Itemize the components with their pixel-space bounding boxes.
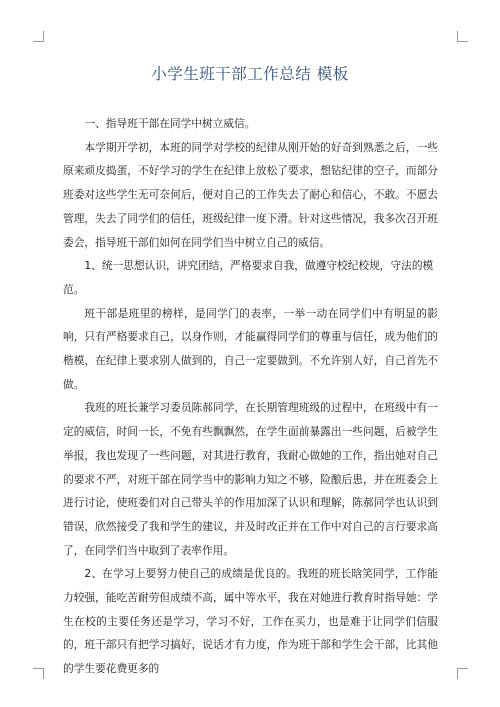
body-paragraph: 我班的班长兼学习委员陈郝同学，在长期管理班级的过程中，在班级中有一定的威信，时间一长，不免有些飘飘然，在学生面前暴露出一些问题，后被学生举报，我也发现了一些问题，对其进行教育，我耐心做她的工作，指出她对自己的要求不严，对班干部在同学当中的影响力知之不够，险酿后患，并在班委会上进行讨论，使班委们对自己带头羊的作用加深了认识和理解，陈郝同学也认识到错误，欣然接受了我和学生的建议，并及时改正并在工作中对自己的言行要求高了，在同学们当中取到了表率作用。 xyxy=(63,401,438,557)
crop-mark-top-right xyxy=(457,31,468,42)
crop-mark-bottom-left xyxy=(33,668,44,679)
body-paragraph: 班干部是班里的榜样，是同学门的表率，一举一动在同学们中有明显的影响，只有严格要求自己，以身作则，才能赢得同学们的尊重与信任，成为他们的楷模，在纪律上要求别人做到的，自己一定要做到。不允许别人好，自己首先不做。 xyxy=(63,306,438,391)
body-paragraph: 2、在学习上要努力使自己的成绩是优良的。我班的班长晗笑同学，工作能力较强，能吃苦耐劳但成绩不高，属中等水平，我在对她进行教育时指导她：学生在校的主要任务还是学习，学习不好，工作在买力，也是难于让同学们信服的，班干部只有把学习搞好，说话才有力度，作为班干部和学生会干部，比其他的学生要花费更多的 xyxy=(63,567,438,676)
crop-mark-top-left xyxy=(33,31,44,42)
section-heading: 一、指导班干部在同学中树立威信。 xyxy=(84,117,256,130)
document-body xyxy=(63,112,438,681)
list-item-heading: 1、统一思想认识，讲究团结，严格要求自我，做遵守校纪校规，守法的模范。 xyxy=(63,259,434,296)
document-title: 小学生班干部工作总结 模板 xyxy=(151,65,349,83)
body-paragraph: 本学期开学初，本班的同学对学校的纪律从刚开始的好奇到熟悉之后，一些原来顽皮捣蛋，不好学习的学生在纪律上放松了要求，想钻纪律的空子，而部分班委对这些学生无可奈何后，便对自己的工作失去了耐心和信心，不敢。不愿去管理，失去了同学们的信任，班级纪律一度下滑。针对这些情况，我多次召开班委会，指导班干部们如何在同学们当中树立自己的威信。 xyxy=(63,140,438,249)
crop-mark-bottom-right xyxy=(457,668,468,679)
